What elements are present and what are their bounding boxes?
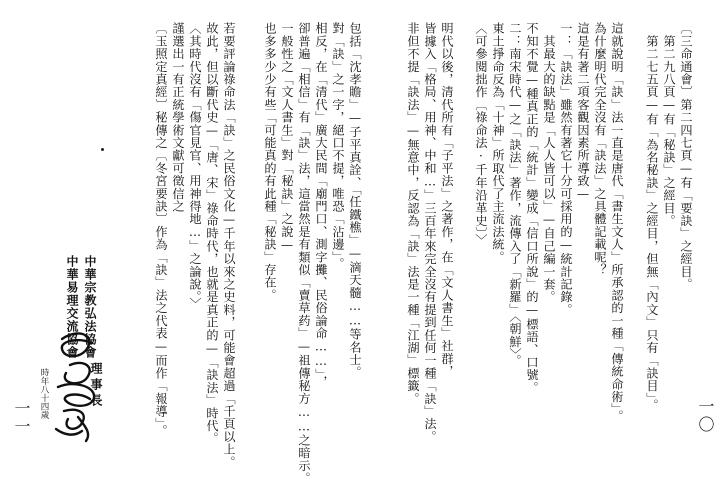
text-column: 這就說明「訣」法一直是唐代「書生文人」所承認的一種「傳統命術」。: [610, 22, 624, 423]
text-column: 明代以後，清代所有「子平法」之著作，在「文人書生」社群，: [440, 22, 454, 378]
official-title: 理事長: [89, 362, 103, 410]
text-column: 謹選出一有正統學術文獻可徵信之: [171, 22, 185, 213]
date-note: 時年八十四歲: [39, 368, 49, 419]
text-column: 為什麼明代完全沒有「訣法」之具體記載呢？: [593, 22, 607, 276]
text-column: 〔三命通會〕第二四七頁—有「要訣」之經目。: [679, 22, 693, 291]
handwritten-signature: [48, 325, 104, 445]
ink-dot: [101, 148, 104, 151]
text-column: 包括「沈孝瞻」—子平真詮、「任鐵樵」—滴天髓……等名士。: [348, 22, 362, 379]
text-column: 其最大的缺點是「人人皆可以」—自己編一套。: [542, 22, 556, 304]
text-column: 若要評論祿命法「訣」之民俗文化—千年以來之史料，可能會超過「千頁以上。: [222, 22, 236, 469]
text-column: 這是有著二項客觀因素所導致—: [576, 22, 590, 202]
text-column: 也多多少少有些「可能真的有此種「秘訣」存在。: [263, 22, 277, 302]
text-column: 卻普遍「相信」有「訣」法，這當然是有類似「賣草药」—祖傳秘方……之暗示。: [297, 22, 311, 485]
org-name-2: 中華易理交流協會: [65, 255, 79, 359]
text-column: 一般性之「文人書生」對「秘訣」之說—: [280, 22, 294, 253]
text-column: 第二九八頁—有「秘訣」之經目。: [662, 22, 676, 227]
text-column: 〈可參閱拙作〔祿命法·千年沿革史〕〉: [474, 22, 488, 247]
text-column: 不知不覺—種真正的「統計」變成「信口所說」的—標語、口號。: [525, 22, 539, 394]
page-number-right: 一〇: [696, 398, 715, 434]
text-column: 二：南宋時代—之「訣法」著作，流傳入了「新羅」〈朝鮮〉。: [508, 22, 522, 368]
text-column: 相反，在「清代」廣大民間「廟門口、測字攤、民俗論命……」，: [314, 22, 328, 388]
text-column: 非但不提「訣法」—無意中，反認為「訣」法是一種「江湖」標籤。: [406, 22, 420, 405]
text-column: 第二七五頁—有「為名秘訣」之經目，但無「內文」只有「訣目」。: [645, 22, 659, 412]
text-column: 皆據入「格局、用神、中和…」三百年來完全沒有提到任何一種「訣」法。: [423, 22, 437, 443]
text-column: 對「訣」之一字，絕口不提，唯恐「沾邊」。: [331, 22, 345, 270]
text-column: 〈其時代沒有「傷官見官、用神得地…」之論說。〉: [188, 22, 202, 310]
org-name-1: 中華宗教弘法協會: [83, 255, 97, 359]
text-column: 〔玉照定真經〕秘傳之〔冬宮要訣〕作為「訣」法之代表—而作「報導」。: [154, 22, 168, 437]
text-column: 故此，但以斷代史—「唐、宋」祿命時代，也就是真正的—「訣法」時代。: [205, 22, 219, 445]
text-column: 一：「訣法」雖然有著它十分可採用的—統計記錄。: [559, 22, 573, 316]
text-column: 東土掙命反為「十神」所取代了主流法統。: [491, 22, 505, 264]
page-number-left: 一一: [12, 400, 31, 436]
